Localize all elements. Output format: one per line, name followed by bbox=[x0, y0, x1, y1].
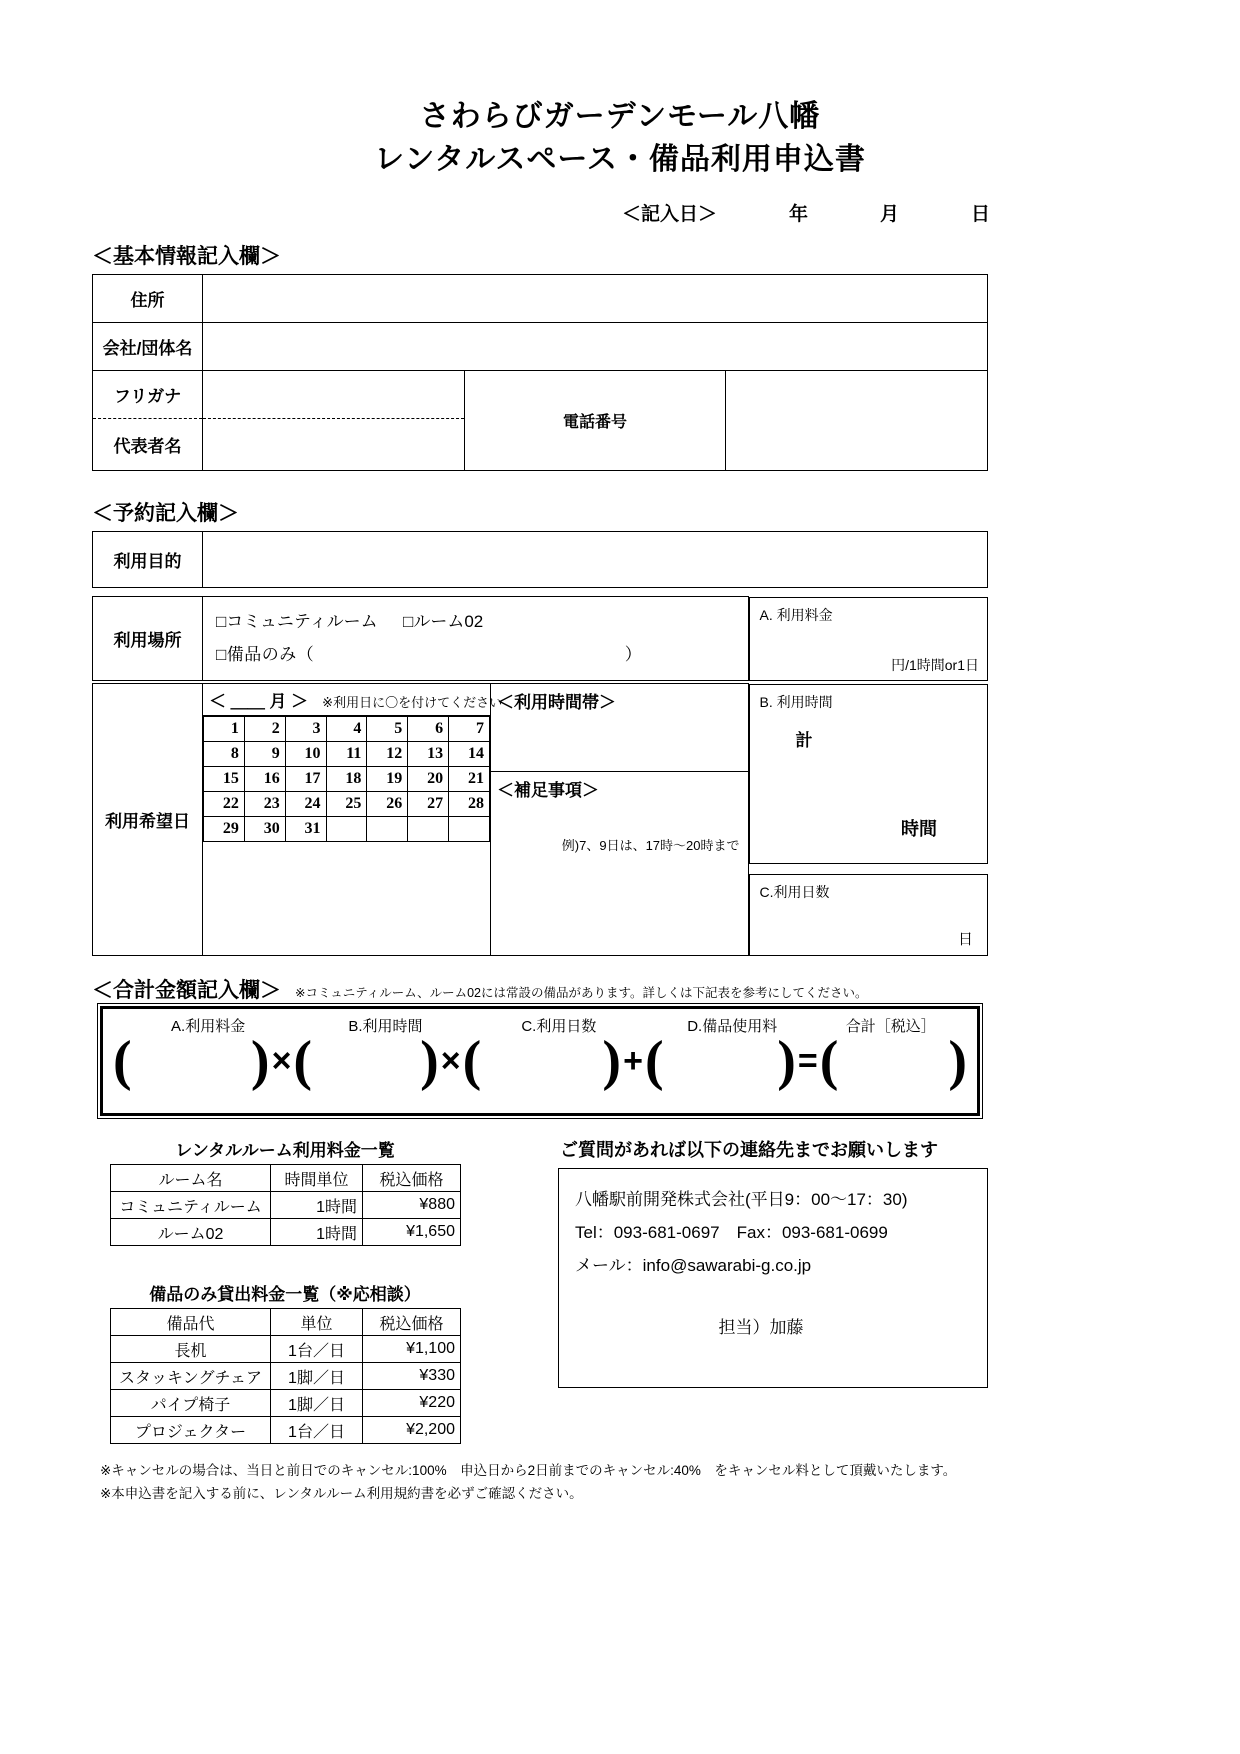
basic-info-heading: ＜基本情報記入欄＞ bbox=[92, 245, 281, 269]
total-heading: ＜合計金額記入欄＞ bbox=[92, 979, 281, 1003]
company-input[interactable] bbox=[203, 323, 988, 371]
total-label-a: A.利用料金 bbox=[171, 1018, 246, 1036]
footnote-terms: ※本申込書を記入する前に、レンタルルーム利用規約書を必ずご確認ください。 bbox=[100, 1486, 583, 1502]
equipment-price-cell-price: ¥330 bbox=[363, 1363, 461, 1390]
paren-close-d: ) bbox=[777, 1030, 796, 1093]
contact-person: 担当）加藤 bbox=[718, 1317, 804, 1337]
calendar-day[interactable]: 19 bbox=[367, 767, 408, 792]
place-row-table bbox=[92, 596, 988, 681]
title-line-1: さわらびガーデンモール八幡 bbox=[419, 100, 821, 133]
calendar-day[interactable]: 1 bbox=[204, 717, 245, 742]
table-row bbox=[111, 1363, 461, 1390]
calendar-week-row bbox=[204, 717, 490, 742]
calendar-day-empty bbox=[408, 817, 449, 842]
side-boxes-bc-cell bbox=[748, 684, 988, 956]
days-box-c-title: C.利用日数 bbox=[759, 883, 830, 900]
company-label: 会社/団体名 bbox=[93, 323, 203, 371]
contact-company: 八幡駅前開発株式会社(平日9：00～17：30) bbox=[575, 1190, 908, 1210]
calendar-day[interactable]: 24 bbox=[285, 792, 326, 817]
footnotes bbox=[100, 1460, 1240, 1506]
table-row-purpose bbox=[93, 532, 988, 588]
time-band-label: ＜利用時間帯＞ bbox=[497, 693, 616, 713]
calendar-week-row bbox=[204, 742, 490, 767]
phone-label: 電話番号 bbox=[464, 371, 726, 471]
total-label-c: C.利用日数 bbox=[521, 1018, 597, 1036]
supplement-area[interactable] bbox=[491, 772, 748, 858]
contact-tel-fax: Tel：093-681-0697 Fax：093-681-0699 bbox=[575, 1223, 888, 1243]
calendar-day[interactable]: 7 bbox=[449, 717, 490, 742]
supplement-example: 例)7、9日は、17時～20時まで bbox=[561, 838, 740, 854]
equipment-price-cell-unit: 1脚／日 bbox=[271, 1390, 363, 1417]
equipment-price-title: 備品のみ貸出料金一覧（※応相談） bbox=[149, 1285, 421, 1305]
equipment-price-header-unit: 単位 bbox=[271, 1309, 363, 1336]
desired-date-label: 利用希望日 bbox=[93, 684, 203, 956]
calendar-day[interactable]: 25 bbox=[326, 792, 367, 817]
room-price-header-name: ルーム名 bbox=[111, 1165, 271, 1192]
phone-input[interactable] bbox=[726, 371, 988, 471]
paren-open-d: ( bbox=[644, 1030, 664, 1093]
contact-box bbox=[558, 1168, 988, 1388]
calendar-day[interactable]: 8 bbox=[204, 742, 245, 767]
representative-input[interactable] bbox=[203, 419, 465, 471]
equipment-price-table bbox=[110, 1308, 461, 1444]
paren-open-total: ( bbox=[819, 1030, 839, 1093]
calendar-day[interactable]: 3 bbox=[285, 717, 326, 742]
equipment-price-cell-unit: 1台／日 bbox=[271, 1336, 363, 1363]
calendar-day[interactable]: 27 bbox=[408, 792, 449, 817]
entry-date-day-unit[interactable]: 日 bbox=[970, 204, 990, 226]
room-price-cell-name: ルーム02 bbox=[111, 1219, 271, 1246]
table-row bbox=[111, 1390, 461, 1417]
paren-close-a: ) bbox=[250, 1030, 270, 1093]
address-label: 住所 bbox=[93, 275, 203, 323]
equipment-price-cell-price: ¥220 bbox=[363, 1390, 461, 1417]
furigana-input[interactable] bbox=[203, 371, 465, 419]
room-price-header-price: 税込価格 bbox=[363, 1165, 461, 1192]
table-row-address bbox=[93, 275, 988, 323]
hours-box-b[interactable] bbox=[749, 684, 989, 864]
contact-column bbox=[558, 1136, 1028, 1444]
days-box-c[interactable] bbox=[749, 874, 989, 956]
equipment-price-cell-price: ¥2,200 bbox=[363, 1417, 461, 1444]
fee-box-a-title: A. 利用料金 bbox=[759, 606, 833, 623]
paren-close-total: ) bbox=[948, 1030, 967, 1093]
side-box-a-cell bbox=[748, 597, 988, 681]
supplement-label: ＜補足事項＞ bbox=[497, 781, 599, 801]
calendar-week-row bbox=[204, 817, 490, 842]
calendar-day[interactable]: 15 bbox=[204, 767, 245, 792]
hours-box-b-total-label: 計 bbox=[795, 730, 813, 750]
fee-box-a-unit: 円/1時間or1日 bbox=[891, 656, 979, 673]
operator-multiply-1: × bbox=[271, 1041, 292, 1080]
calendar-day[interactable]: 20 bbox=[408, 767, 449, 792]
operator-plus: + bbox=[623, 1041, 643, 1080]
equipment-price-cell-name: 長机 bbox=[111, 1336, 271, 1363]
calendar-day[interactable]: 23 bbox=[244, 792, 285, 817]
fee-box-a[interactable] bbox=[749, 597, 989, 681]
table-row-place bbox=[93, 597, 989, 681]
representative-label: 代表者名 bbox=[93, 419, 203, 471]
calendar-day[interactable]: 22 bbox=[204, 792, 245, 817]
calendar-day[interactable]: 11 bbox=[326, 742, 367, 767]
calendar-day[interactable]: 16 bbox=[244, 767, 285, 792]
time-and-supplement-cell bbox=[491, 684, 749, 956]
calendar-day[interactable]: 12 bbox=[367, 742, 408, 767]
calendar-day[interactable]: 10 bbox=[285, 742, 326, 767]
equipment-price-cell-name: プロジェクター bbox=[111, 1417, 271, 1444]
hours-box-b-title: B. 利用時間 bbox=[759, 693, 833, 710]
equipment-price-cell-unit: 1脚／日 bbox=[271, 1363, 363, 1390]
calendar-day[interactable]: 13 bbox=[408, 742, 449, 767]
total-label-b: B.利用時間 bbox=[348, 1018, 423, 1036]
table-header-row bbox=[111, 1309, 461, 1336]
time-band-area[interactable] bbox=[491, 684, 748, 772]
paren-open-b: ( bbox=[293, 1030, 313, 1093]
calendar-day[interactable]: 26 bbox=[367, 792, 408, 817]
days-box-c-unit: 日 bbox=[957, 930, 973, 948]
equipment-price-cell-price: ¥1,100 bbox=[363, 1336, 461, 1363]
reservation-heading: ＜予約記入欄＞ bbox=[92, 502, 239, 526]
calendar-cell bbox=[203, 684, 503, 956]
calendar-day[interactable]: 29 bbox=[204, 817, 245, 842]
table-row bbox=[111, 1336, 461, 1363]
document-title bbox=[0, 0, 1240, 181]
paren-close-b: ) bbox=[420, 1030, 439, 1093]
equipment-only-paren-close: ） bbox=[624, 644, 643, 664]
room-price-cell-price: ¥880 bbox=[363, 1192, 461, 1219]
calendar-day[interactable]: 5 bbox=[367, 717, 408, 742]
calendar-day-empty bbox=[449, 817, 490, 842]
table-header-row bbox=[111, 1165, 461, 1192]
total-labels-row bbox=[103, 1009, 977, 1036]
room-price-cell-price: ¥1,650 bbox=[363, 1219, 461, 1246]
total-label-d: D.備品使用料 bbox=[687, 1018, 778, 1036]
equipment-price-cell-unit: 1台／日 bbox=[271, 1417, 363, 1444]
entry-date-row bbox=[0, 199, 1240, 226]
equipment-price-cell-name: スタッキングチェア bbox=[111, 1363, 271, 1390]
checkbox-community-room[interactable]: □コミュニティルーム bbox=[216, 612, 378, 632]
basic-info-table bbox=[92, 274, 988, 471]
total-label-sum: 合計［税込］ bbox=[845, 1018, 936, 1036]
entry-date-label: ＜記入日＞ bbox=[621, 204, 717, 226]
table-row bbox=[111, 1192, 461, 1219]
contact-mail: メール：info@sawarabi-g.co.jp bbox=[575, 1256, 812, 1276]
paren-open-a: ( bbox=[113, 1030, 132, 1093]
furigana-label: フリガナ bbox=[93, 371, 203, 419]
total-heading-row bbox=[92, 974, 1240, 1004]
room-price-title: レンタルルーム利用料金一覧 bbox=[175, 1141, 395, 1161]
reservation-section bbox=[92, 531, 1240, 956]
calendar-day[interactable]: 4 bbox=[326, 717, 367, 742]
table-row-company bbox=[93, 323, 988, 371]
footnote-cancellation: ※キャンセルの場合は、当日と前日でのキャンセル:100% 申込日から2日前までのキャンセル:40% をキャンセル料として頂戴いたします。 bbox=[100, 1463, 957, 1479]
room-price-table bbox=[110, 1164, 461, 1246]
calendar-week-row bbox=[204, 767, 490, 792]
calendar-note: ※利用日に〇を付けてください bbox=[322, 695, 503, 711]
operator-equals: = bbox=[797, 1041, 818, 1080]
address-input[interactable] bbox=[203, 275, 988, 323]
place-label: 利用場所 bbox=[93, 597, 203, 681]
calendar-day-empty bbox=[326, 817, 367, 842]
title-line-2: レンタルスペース・備品利用申込書 bbox=[374, 142, 866, 176]
room-price-cell-name: コミュニティルーム bbox=[111, 1192, 271, 1219]
basic-info-section bbox=[92, 274, 1240, 471]
calendar-week-row bbox=[204, 792, 490, 817]
equipment-price-cell-name: パイプ椅子 bbox=[111, 1390, 271, 1417]
purpose-input[interactable] bbox=[203, 532, 988, 588]
checkbox-equipment-only[interactable]: □備品のみ（ bbox=[216, 644, 315, 664]
calendar-day[interactable]: 28 bbox=[449, 792, 490, 817]
room-price-cell-unit: 1時間 bbox=[271, 1219, 363, 1246]
checkbox-room02[interactable]: □ルーム02 bbox=[403, 612, 484, 632]
equipment-price-header-name: 備品代 bbox=[111, 1309, 271, 1336]
calendar-month-field[interactable]: ＜ ＿＿ 月 ＞ bbox=[209, 692, 309, 712]
table-row-desired-date bbox=[93, 684, 989, 956]
calendar-day[interactable]: 6 bbox=[408, 717, 449, 742]
calendar-day-empty bbox=[367, 817, 408, 842]
entry-date-year-unit[interactable]: 年 bbox=[788, 204, 808, 226]
purpose-table bbox=[92, 531, 988, 588]
calendar-day[interactable]: 2 bbox=[244, 717, 285, 742]
place-options-cell bbox=[203, 597, 749, 681]
table-row bbox=[111, 1417, 461, 1444]
price-tables-column bbox=[100, 1136, 530, 1444]
calendar-day[interactable]: 14 bbox=[449, 742, 490, 767]
desired-date-table bbox=[92, 683, 988, 956]
calendar-day[interactable]: 17 bbox=[285, 767, 326, 792]
total-equation-row bbox=[103, 1030, 977, 1093]
paren-close-c: ) bbox=[602, 1030, 622, 1093]
table-row bbox=[111, 1219, 461, 1246]
operator-multiply-2: × bbox=[440, 1041, 461, 1080]
contact-title: ご質問があれば以下の連絡先までお願いします bbox=[560, 1140, 938, 1161]
calendar-day[interactable]: 9 bbox=[244, 742, 285, 767]
purpose-label: 利用目的 bbox=[93, 532, 203, 588]
lower-section bbox=[100, 1136, 1240, 1444]
calendar-day[interactable]: 21 bbox=[449, 767, 490, 792]
total-note: ※コミュニティルーム、ルーム02には常設の備品があります。詳しくは下記表を参考にしてください。 bbox=[295, 986, 868, 1001]
calendar-header bbox=[203, 684, 503, 716]
calendar-day[interactable]: 30 bbox=[244, 817, 285, 842]
room-price-header-unit: 時間単位 bbox=[271, 1165, 363, 1192]
room-price-cell-unit: 1時間 bbox=[271, 1192, 363, 1219]
calendar-grid[interactable] bbox=[203, 716, 490, 842]
paren-open-c: ( bbox=[462, 1030, 482, 1093]
table-row-furigana bbox=[93, 371, 988, 419]
calendar-day[interactable]: 31 bbox=[285, 817, 326, 842]
calendar-day[interactable]: 18 bbox=[326, 767, 367, 792]
hours-box-b-unit: 時間 bbox=[901, 818, 937, 839]
entry-date-month-unit[interactable]: 月 bbox=[879, 204, 899, 226]
equipment-price-header-price: 税込価格 bbox=[363, 1309, 461, 1336]
total-calculation-box bbox=[100, 1006, 980, 1116]
